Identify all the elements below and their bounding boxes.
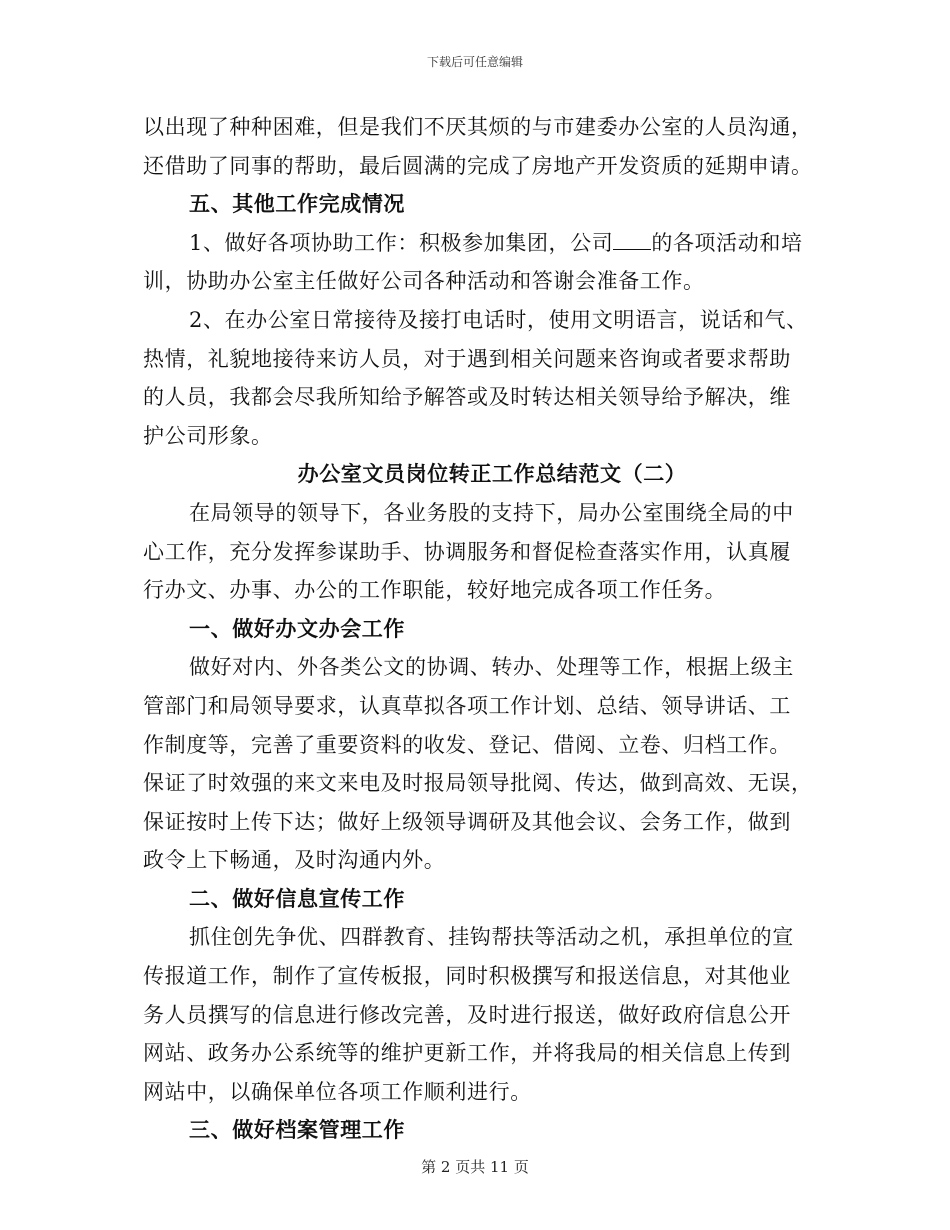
text-line: 护公司形象。 [143,423,273,448]
text-line: 保证按时上传下达；做好上级领导调研及其他会议、会务工作，做到 [143,809,791,834]
text-line: 行办文、办事、办公的工作职能，较好地完成各项工作任务。 [143,578,727,603]
text-line: 务人员撰写的信息进行修改完善，及时进行报送，做好政府信息公开 [143,1002,791,1027]
text-line-part: 的各项活动和培 [651,230,803,255]
text-line: 管部门和局领导要求，认真草拟各项工作计划、总结、领导讲话、工 [143,693,791,718]
section-heading: 二、做好信息宣传工作 [189,885,405,911]
text-line: 训，协助办公室主任做好公司各种活动和答谢会准备工作。 [143,269,705,294]
section-heading: 五、其他工作完成情况 [189,191,405,217]
text-line: 还借助了同事的帮助，最后圆满的完成了房地产开发资质的延期申请。 [143,153,813,178]
text-line [143,224,811,263]
fill-blank [613,229,651,250]
page-footer: 第 2 页共 11 页 [421,1158,529,1176]
text-line: 保证了时效强的来文来电及时报局领导批阅、传达，做到高效、无误， [143,771,813,796]
text-line: 抓住创先争优、四群教育、挂钩帮扶等活动之机，承担单位的宣 [189,925,794,950]
text-line: 的人员，我都会尽我所知给予解答或及时转达相关领导给予解决，维 [143,385,791,410]
document-title: 办公室文员岗位转正工作总结范文（二） [297,461,687,487]
text-line: 传报道工作，制作了宣传板报，同时积极撰写和报送信息，对其他业 [143,964,791,989]
text-line: 作制度等，完善了重要资料的收发、登记、借阅、立卷、归档工作。 [143,732,791,757]
text-line: 网站、政务办公系统等的维护更新工作，并将我局的相关信息上传到 [143,1041,791,1066]
section-heading: 一、做好办文办会工作 [189,615,405,641]
text-line: 政令上下畅通，及时沟通内外。 [143,848,446,873]
document-body [143,108,811,1150]
text-line: 心工作，充分发挥参谋助手、协调服务和督促检查落实作用，认真履 [143,539,791,564]
page-header: 下载后可任意编辑 [426,55,523,69]
text-line: 以出现了种种困难，但是我们不厌其烦的与市建委办公室的人员沟通， [143,115,813,139]
text-line: 热情，礼貌地接待来访人员，对于遇到相关问题来咨询或者要求帮助 [143,346,791,371]
section-heading: 三、做好档案管理工作 [189,1117,405,1143]
text-line: 在局领导的领导下，各业务股的支持下，局办公室围绕全局的中 [189,500,794,525]
text-line: 网站中，以确保单位各项工作顺利进行。 [143,1079,532,1104]
text-line: 做好对内、外各类公文的协调、转办、处理等工作，根据上级主 [189,655,794,680]
text-line: 2、在办公室日常接待及接打电话时，使用文明语言，说话和气、 [189,307,808,332]
text-line-part: 1、做好各项协助工作：积极参加集团，公司 [189,230,614,255]
